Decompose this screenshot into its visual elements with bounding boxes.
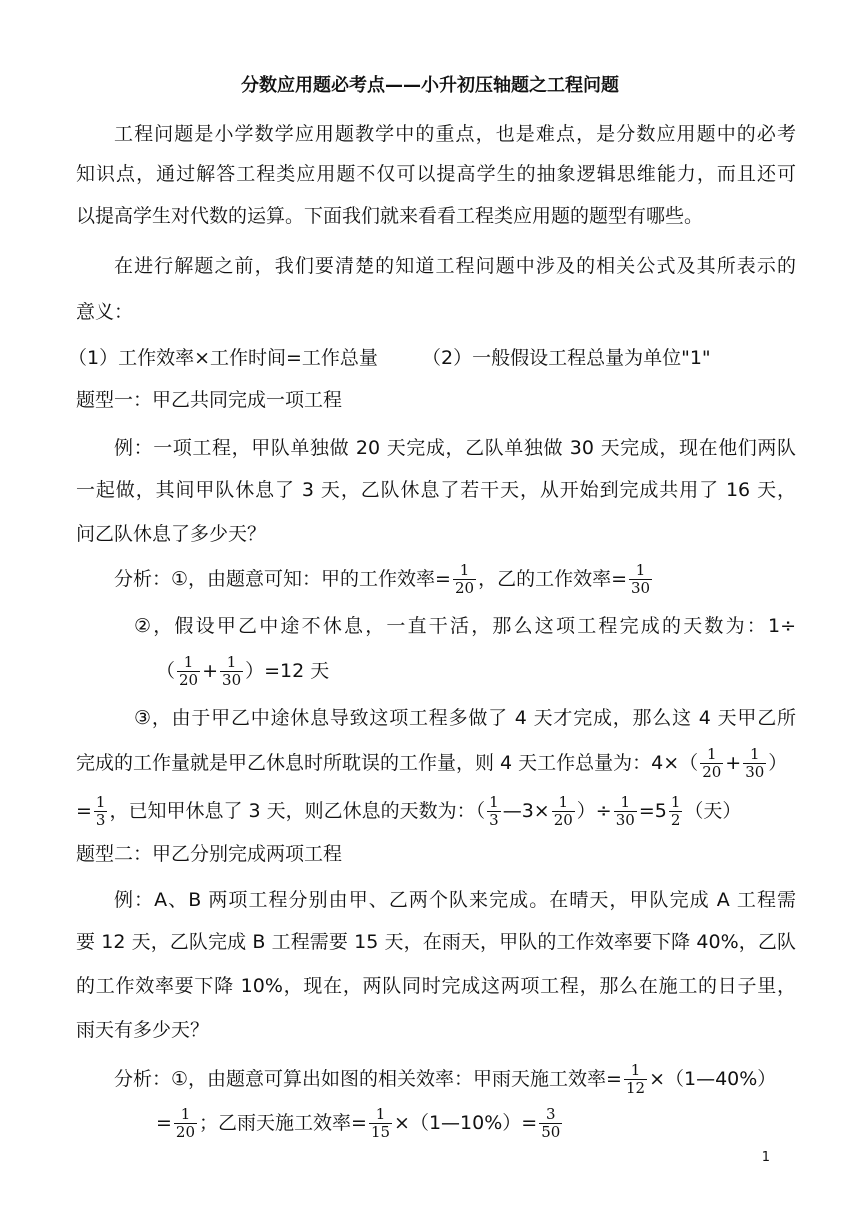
type1-analysis-3-line-1: ③，由于甲乙中途休息导致这项工程多做了 4 天才完成，那么这 4 天甲乙所 xyxy=(134,707,796,729)
type2-example-line-3: 的工作效率要下降 10%，现在，两队同时完成这两项工程，那么在施工的日子里， xyxy=(76,975,796,997)
fraction-3-50: $\frac{3}{50}$ xyxy=(541,1105,561,1141)
fraction-1-12: $\frac{1}{12}$ xyxy=(625,1061,646,1097)
type1-analysis-1: 分析：①，由题意可知：甲的工作效率= $\frac{1}{20}$ ，乙的工作效率= $\frac{1}{30}$ xyxy=(114,561,651,597)
intro-line-1: 工程问题是小学数学应用题教学中的重点，也是难点，是分数应用题中的必考 xyxy=(114,123,796,145)
intro-line-2: 知识点，通过解答工程类应用题不仅可以提高学生的抽象逻辑思维能力，而且还可 xyxy=(76,163,796,185)
type1-heading: 题型一：甲乙共同完成一项工程 xyxy=(76,389,343,411)
type1-example-line-3: 问乙队休息了多少天？ xyxy=(76,523,267,545)
fraction-1-3: $\frac{1}{3}$ xyxy=(489,793,499,829)
type1-analysis-3-line-3: = $\frac{1}{3}$ ，已知甲休息了 3 天，则乙休息的天数为：（ $\frac{1}{3}$ —3× $\frac{1}{20}$ ）÷ $\frac{1}{30}$ =5 $\frac{1}{2}$ （天） xyxy=(76,793,742,829)
fraction-1-30: $\frac{1}{30}$ xyxy=(615,793,635,829)
type2-example-line-2: 要 12 天，乙队完成 B 工程需要 15 天，在雨天，甲队的工作效率要下降 40%，乙队 xyxy=(76,931,796,953)
fraction-1-20: $\frac{1}{20}$ xyxy=(454,561,475,597)
type1-analysis-3-line-2: 完成的工作量就是甲乙休息时所耽误的工作量，则 4 天工作总量为：4×（ $\frac{1}{20}$ + $\frac{1}{30}$ ） xyxy=(76,745,788,781)
before-line-2: 意义： xyxy=(76,301,134,323)
fraction-1-3: $\frac{1}{3}$ xyxy=(95,793,106,829)
formula-1: （1）工作效率×工作时间=工作总量 xyxy=(68,347,378,369)
fraction-1-2: $\frac{1}{2}$ xyxy=(670,793,681,829)
fraction-1-20: $\frac{1}{20}$ xyxy=(702,745,722,781)
fraction-1-15: $\frac{1}{15}$ xyxy=(370,1105,391,1141)
type1-analysis-2-line-1: ②，假设甲乙中途不休息，一直干活，那么这项工程完成的天数为：1÷ xyxy=(134,615,796,637)
type1-example-line-2: 一起做，其间甲队休息了 3 天，乙队休息了若干天，从开始到完成共用了 16 天， xyxy=(76,479,796,501)
type2-analysis-2: = $\frac{1}{20}$ ；乙雨天施工效率= $\frac{1}{15}$ ×（1—10%）= $\frac{3}{50}$ xyxy=(156,1105,561,1141)
type2-example-line-1: 例：A、B 两项工程分别由甲、乙两个队来完成。在晴天，甲队完成 A 工程需 xyxy=(114,889,796,911)
type2-example-line-4: 雨天有多少天？ xyxy=(76,1019,210,1041)
formula-2: （2）一般假设工程总量为单位"1" xyxy=(422,347,711,369)
fraction-1-20: $\frac{1}{20}$ xyxy=(179,653,199,689)
type1-analysis-2-line-2: （ $\frac{1}{20}$ + $\frac{1}{30}$ ）=12 天 xyxy=(156,653,330,689)
type1-example-line-1: 例：一项工程，甲队单独做 20 天完成，乙队单独做 30 天完成，现在他们两队 xyxy=(114,437,796,459)
fraction-1-30: $\frac{1}{30}$ xyxy=(630,561,651,597)
intro-line-3: 以提高学生对代数的运算。下面我们就来看看工程类应用题的题型有哪些。 xyxy=(76,205,704,227)
page-number: 1 xyxy=(761,1150,770,1165)
fraction-1-30: $\frac{1}{30}$ xyxy=(222,653,242,689)
fraction-1-30: $\frac{1}{30}$ xyxy=(745,745,765,781)
type2-heading: 题型二：甲乙分别完成两项工程 xyxy=(76,843,343,865)
fraction-1-20: $\frac{1}{20}$ xyxy=(553,793,573,829)
before-line-1: 在进行解题之前，我们要清楚的知道工程问题中涉及的相关公式及其所表示的 xyxy=(114,255,796,277)
fraction-1-20: $\frac{1}{20}$ xyxy=(175,1105,196,1141)
page-title: 分数应用题必考点——小升初压轴题之工程问题 xyxy=(241,75,619,96)
type2-analysis-1: 分析：①，由题意可算出如图的相关效率：甲雨天施工效率= $\frac{1}{12}$ ×（1—40%） xyxy=(114,1061,777,1097)
